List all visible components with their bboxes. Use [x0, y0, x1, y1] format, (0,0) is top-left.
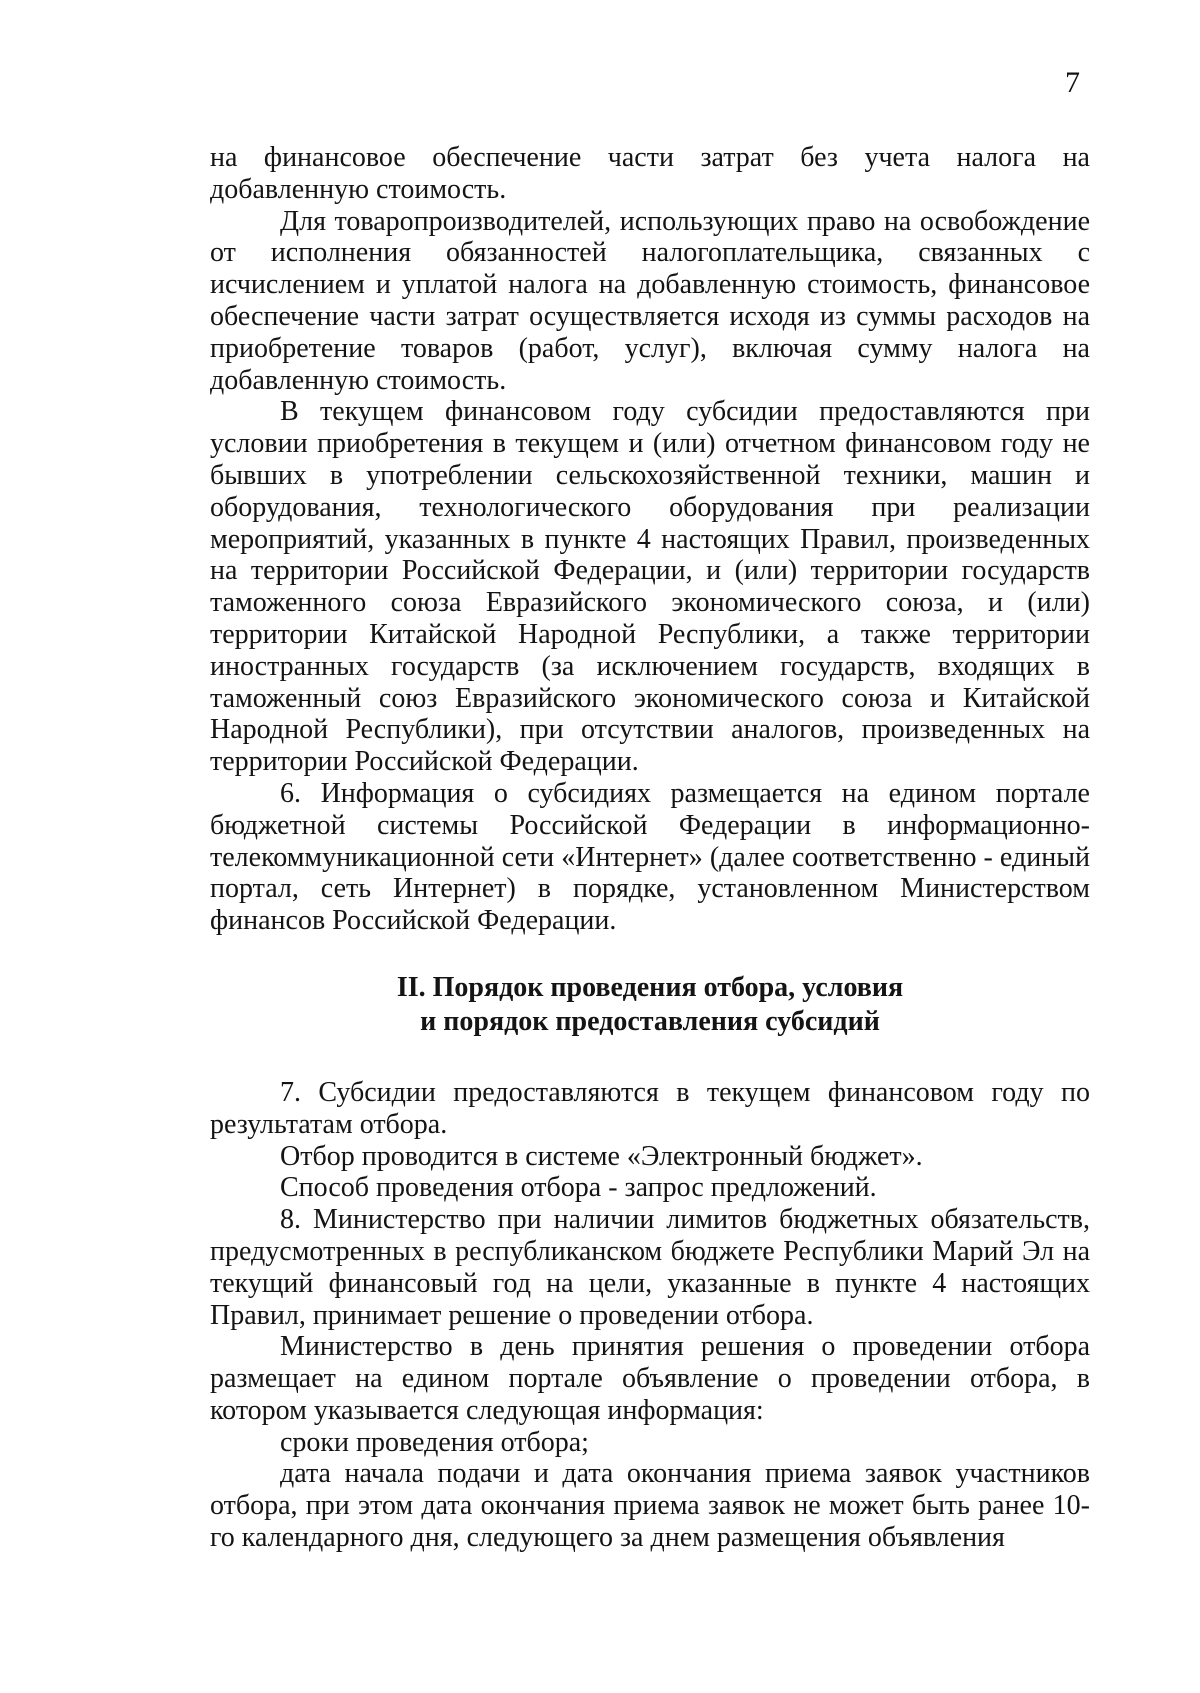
paragraph: на финансовое обеспечение части затрат без учета налога на добавленную стоимость. [210, 142, 1090, 205]
paragraph: дата начала подачи и дата окончания приема заявок участников отбора, при этом дата окончания приема заявок не может быть ранее 10-го календарного дня, следующего за днем размещения объявления [210, 1458, 1090, 1554]
section-heading [210, 971, 1090, 1039]
section-heading-line-2: и порядок предоставления субсидий [420, 1005, 880, 1037]
paragraph: сроки проведения отбора; [280, 1426, 589, 1458]
page-number: 7 [1065, 66, 1080, 99]
paragraph: В текущем финансовом году субсидии предоставляются при условии приобретения в текущем и (или) отчетном финансовом году не бывших в употреблении сельскохозяйственной техники, машин и оборудования, технологического оборудования при реализации мероприятий, указанных в пункте 4 настоящих Правил, произведенных на территории Российской Федерации, и (или) территории государств таможенного союза Евразийского экономического союза, и (или) территории Китайской Народной Республики, а также территории иностранных государств (за исключением государств, входящих в таможенный союз Евразийского экономического союза и Китайской Народной Республики), при отсутствии аналогов, произведенных на территории Российской Федерации. [210, 396, 1090, 778]
section-heading-line-1: II. Порядок проведения отбора, условия [396, 971, 904, 1003]
paragraphs-before-heading [210, 142, 1090, 937]
paragraph: Министерство в день принятия решения о проведении отбора размещает на едином портале объявление о проведении отбора, в котором указывается следующая информация: [210, 1331, 1090, 1426]
paragraph: 6. Информация о субсидиях размещается на едином портале бюджетной системы Российской Федерации в информационно-телекоммуникационной сети «Интернет» (далее соответственно - единый портал, сеть Интернет) в порядке, установленном Министерством финансов Российской Федерации. [210, 777, 1090, 937]
paragraph: 7. Субсидии предоставляются в текущем финансовом году по результатам отбора. [210, 1076, 1090, 1140]
paragraph: Отбор проводится в системе «Электронный бюджет». [280, 1140, 923, 1172]
paragraph: Для товаропроизводителей, использующих право на освобождение от исполнения обязанностей налогоплательщика, связанных с исчислением и уплатой налога на добавленную стоимость, финансовое обеспечение части затрат осуществляется исходя из суммы расходов на приобретение товаров (работ, услуг), включая сумму налога на добавленную стоимость. [210, 205, 1090, 396]
paragraph: Способ проведения отбора - запрос предложений. [280, 1172, 877, 1204]
paragraph: 8. Министерство при наличии лимитов бюджетных обязательств, предусмотренных в республиканском бюджете Республики Марий Эл на текущий финансовый год на цели, указанные в пункте 4 настоящих Правил, принимает решение о проведении отбора. [210, 1204, 1090, 1331]
document-body [210, 142, 1090, 1554]
paragraphs-after-heading [210, 1077, 1090, 1554]
